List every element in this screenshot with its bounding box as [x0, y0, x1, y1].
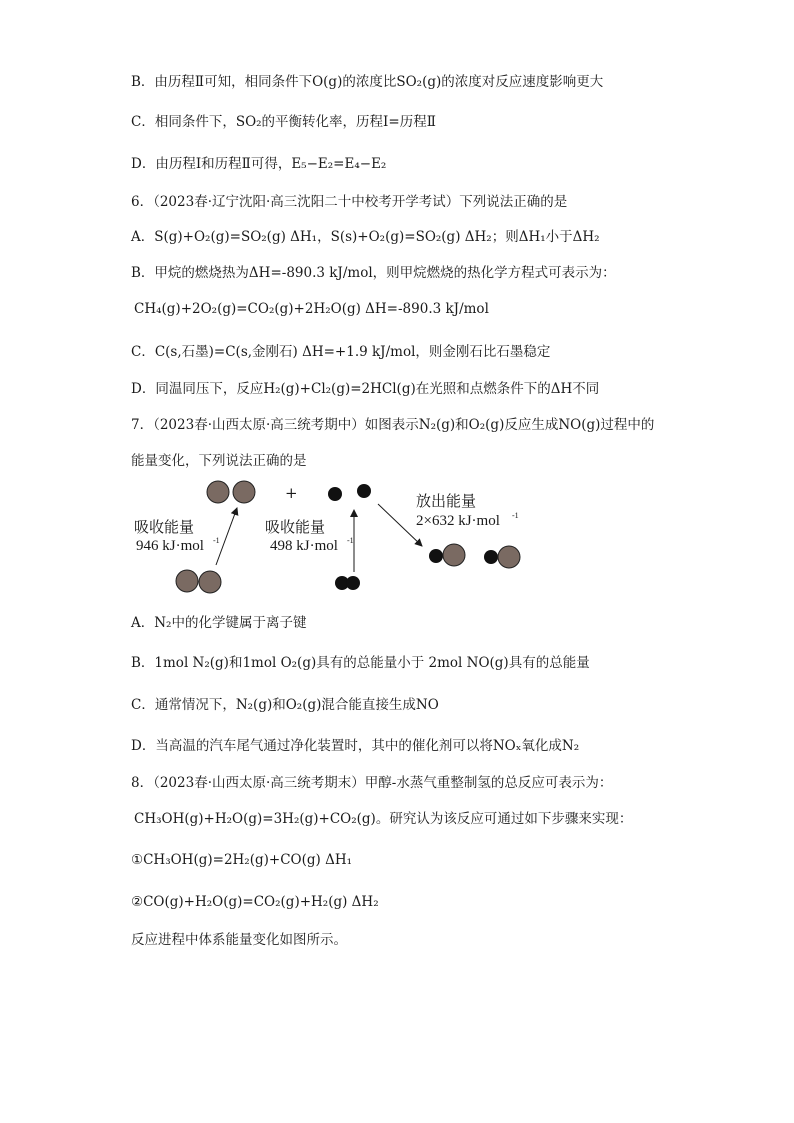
option-6b: B．甲烷的燃烧热为ΔH=-890.3 kJ/mol，则甲烷燃烧的热化学方程式可表示为：	[131, 265, 616, 281]
oxygen-atom	[357, 484, 371, 498]
no-molecule-o	[429, 549, 443, 563]
question-6-stem: 6．（2023春·辽宁沈阳·高三沈阳二十中校考开学考试）下列说法正确的是	[131, 194, 568, 210]
nitrogen-atom	[207, 481, 229, 503]
no-molecule-n	[498, 546, 520, 568]
nitrogen-molecule	[199, 571, 221, 593]
question-8-overall-equation: CH₃OH(g)+H₂O(g)=3H₂(g)+CO₂(g)。研究认为该反应可通过如下步骤来实现：	[134, 811, 633, 827]
release-label: 放出能量	[416, 492, 477, 510]
plus-sign: +	[285, 484, 298, 502]
no-molecule-n	[443, 544, 465, 566]
question-8-step-1: ①CH₃OH(g)=2H₂(g)+CO(g) ΔH₁	[131, 852, 353, 868]
absorb-value-o2: 498 kJ·mol	[270, 538, 338, 554]
option-7c: C．通常情况下，N₂(g)和O₂(g)混合能直接生成NO	[131, 697, 439, 713]
oxygen-atom	[328, 487, 342, 501]
question-7-stem: 7．（2023春·山西太原·高三统考期中）如图表示N₂(g)和O₂(g)反应生成NO(g)过程中的	[131, 417, 655, 433]
energy-diagram	[120, 470, 540, 605]
unit-exponent: -1	[347, 536, 354, 545]
option-7b: B．1mol N₂(g)和1mol O₂(g)具有的总能量小于 2mol NO(g)具有的总能量	[131, 655, 590, 671]
option-5d: D．由历程Ⅰ和历程Ⅱ可得，E₅−E₂=E₄−E₂	[131, 156, 387, 172]
unit-exponent: -1	[512, 511, 519, 520]
no-molecule-o	[484, 550, 498, 564]
release-value: 2×632 kJ·mol	[416, 513, 500, 529]
unit-exponent: -1	[213, 536, 220, 545]
question-7-stem-cont: 能量变化，下列说法正确的是	[131, 453, 307, 469]
nitrogen-molecule	[176, 570, 198, 592]
option-7a: A．N₂中的化学键属于离子键	[131, 615, 307, 631]
option-5b: B．由历程Ⅱ可知，相同条件下O(g)的浓度比SO₂(g)的浓度对反应速度影响更大	[131, 74, 604, 90]
option-6a: A．S(g)+O₂(g)=SO₂(g) ΔH₁，S(s)+O₂(g)=SO₂(g) ΔH₂；则ΔH₁小于ΔH₂	[131, 229, 600, 245]
option-6c: C．C(s,石墨)=C(s,金刚石) ΔH=+1.9 kJ/mol，则金刚石比石墨稳定	[131, 344, 551, 360]
oxygen-molecule	[346, 576, 360, 590]
question-8-figure-caption: 反应进程中体系能量变化如图所示。	[131, 932, 347, 948]
question-8-step-2: ②CO(g)+H₂O(g)=CO₂(g)+H₂(g) ΔH₂	[131, 894, 379, 910]
option-7d: D．当高温的汽车尾气通过净化装置时，其中的催化剂可以将NOₓ氧化成N₂	[131, 738, 580, 754]
option-6d: D．同温同压下，反应H₂(g)+Cl₂(g)=2HCl(g)在光照和点燃条件下的ΔH不同	[131, 381, 600, 397]
nitrogen-atom	[233, 481, 255, 503]
option-6b-equation: CH₄(g)+2O₂(g)=CO₂(g)+2H₂O(g) ΔH=-890.3 kJ/mol	[134, 301, 489, 317]
absorb-label-o2: 吸收能量	[265, 518, 326, 536]
question-8-stem: 8．（2023春·山西太原·高三统考期末）甲醇-水蒸气重整制氢的总反应可表示为：	[131, 775, 613, 791]
absorb-label-n2: 吸收能量	[134, 518, 195, 536]
option-5c: C．相同条件下，SO₂的平衡转化率，历程Ⅰ=历程Ⅱ	[131, 114, 436, 130]
absorb-value-n2: 946 kJ·mol	[136, 538, 204, 554]
